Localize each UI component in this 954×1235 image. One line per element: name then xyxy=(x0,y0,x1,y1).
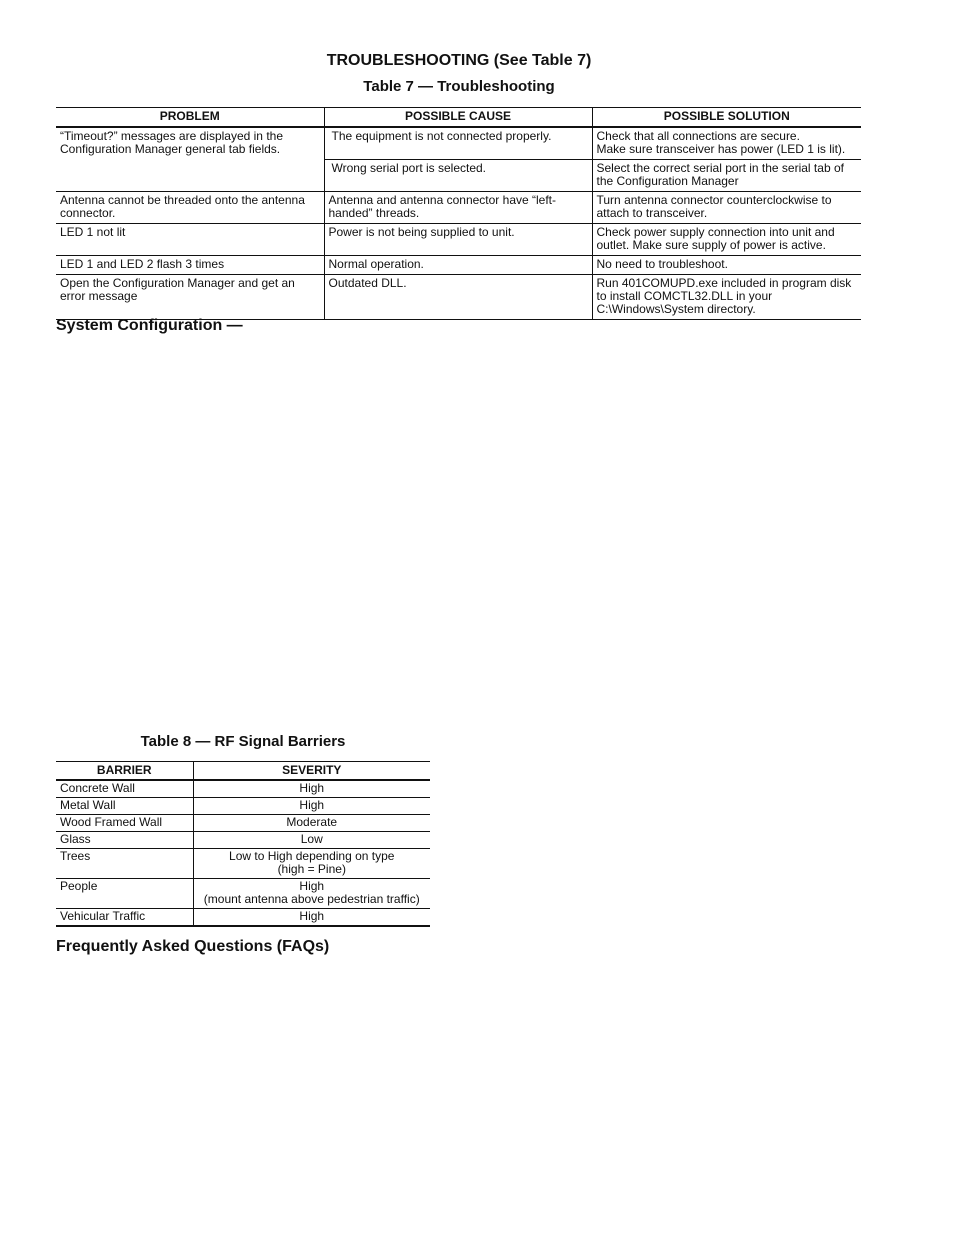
solution-cell: Turn antenna connector counterclockwise to attach to transceiver. xyxy=(592,192,861,224)
table-row xyxy=(56,127,861,160)
table-header-row xyxy=(56,108,861,128)
severity-line: (mount antenna above pedestrian traffic) xyxy=(203,892,420,906)
table-row xyxy=(56,798,430,815)
severity-line: High xyxy=(299,879,325,893)
cause-text: Wrong serial port is selected. xyxy=(331,161,487,175)
barrier-cell: Vehicular Traffic xyxy=(56,909,193,927)
barrier-cell: Trees xyxy=(56,849,193,879)
solution-line: Check that all connections are secure. xyxy=(596,129,800,143)
severity-cell: Low xyxy=(193,832,430,849)
system-configuration-heading: System Configuration — xyxy=(56,317,243,334)
cause-cell xyxy=(324,160,592,192)
severity-cell xyxy=(193,879,430,909)
severity-cell: High xyxy=(193,798,430,815)
cause-cell: Outdated DLL. xyxy=(324,275,592,320)
cause-cell xyxy=(324,127,592,160)
header-severity: SEVERITY xyxy=(193,762,430,781)
severity-cell: High xyxy=(193,780,430,798)
barrier-cell: Metal Wall xyxy=(56,798,193,815)
severity-line: (high = Pine) xyxy=(277,862,346,876)
severity-cell: High xyxy=(193,909,430,927)
problem-cell: LED 1 and LED 2 flash 3 times xyxy=(56,256,324,275)
table-row xyxy=(56,815,430,832)
solution-line: Make sure transceiver has power (LED 1 is lit). xyxy=(596,142,846,156)
solution-cell: Check power supply connection into unit and outlet. Make sure supply of power is active. xyxy=(592,224,861,256)
table7-caption: Table 7 — Troubleshooting xyxy=(363,78,555,95)
header-possible-solution: POSSIBLE SOLUTION xyxy=(592,108,861,128)
barrier-cell: Glass xyxy=(56,832,193,849)
header-problem: PROBLEM xyxy=(56,108,324,128)
cause-cell: Power is not being supplied to unit. xyxy=(324,224,592,256)
troubleshooting-table xyxy=(56,107,861,320)
cause-cell: Normal operation. xyxy=(324,256,592,275)
table-row xyxy=(56,224,861,256)
barrier-cell: Wood Framed Wall xyxy=(56,815,193,832)
table-row xyxy=(56,832,430,849)
table-row xyxy=(56,256,861,275)
header-possible-cause: POSSIBLE CAUSE xyxy=(324,108,592,128)
cause-text: The equipment is not connected properly. xyxy=(331,129,552,143)
problem-cell: Open the Configuration Manager and get an error message xyxy=(56,275,324,320)
severity-cell xyxy=(193,849,430,879)
severity-cell: Moderate xyxy=(193,815,430,832)
cause-cell: Antenna and antenna connector have “left-handed” threads. xyxy=(324,192,592,224)
solution-cell: Run 401COMUPD.exe included in program disk to install COMCTL32.DLL in your C:\Windows\System directory. xyxy=(592,275,861,320)
table-row xyxy=(56,192,861,224)
problem-cell: “Timeout?” messages are displayed in the Configuration Manager general tab fields. xyxy=(60,129,283,156)
faq-heading: Frequently Asked Questions (FAQs) xyxy=(56,938,330,955)
table-row xyxy=(56,879,430,909)
solution-cell: No need to troubleshoot. xyxy=(592,256,861,275)
table-row xyxy=(56,849,430,879)
problem-cell: Antenna cannot be threaded onto the antenna connector. xyxy=(56,192,324,224)
table8-caption: Table 8 — RF Signal Barriers xyxy=(140,733,346,750)
table-row xyxy=(56,275,861,320)
severity-line: Low to High depending on type xyxy=(229,849,395,863)
barrier-cell: People xyxy=(56,879,193,909)
solution-cell: Select the correct serial port in the serial tab of the Configuration Manager xyxy=(592,160,861,192)
table-header-row xyxy=(56,762,430,781)
table-row xyxy=(56,780,430,798)
barrier-cell: Concrete Wall xyxy=(60,781,135,795)
problem-cell: LED 1 not lit xyxy=(56,224,324,256)
solution-cell xyxy=(592,127,861,160)
page-title: TROUBLESHOOTING (See Table 7) xyxy=(326,52,592,69)
header-barrier: BARRIER xyxy=(56,762,193,781)
table-row xyxy=(56,909,430,927)
rf-signal-barriers-table xyxy=(56,761,430,927)
